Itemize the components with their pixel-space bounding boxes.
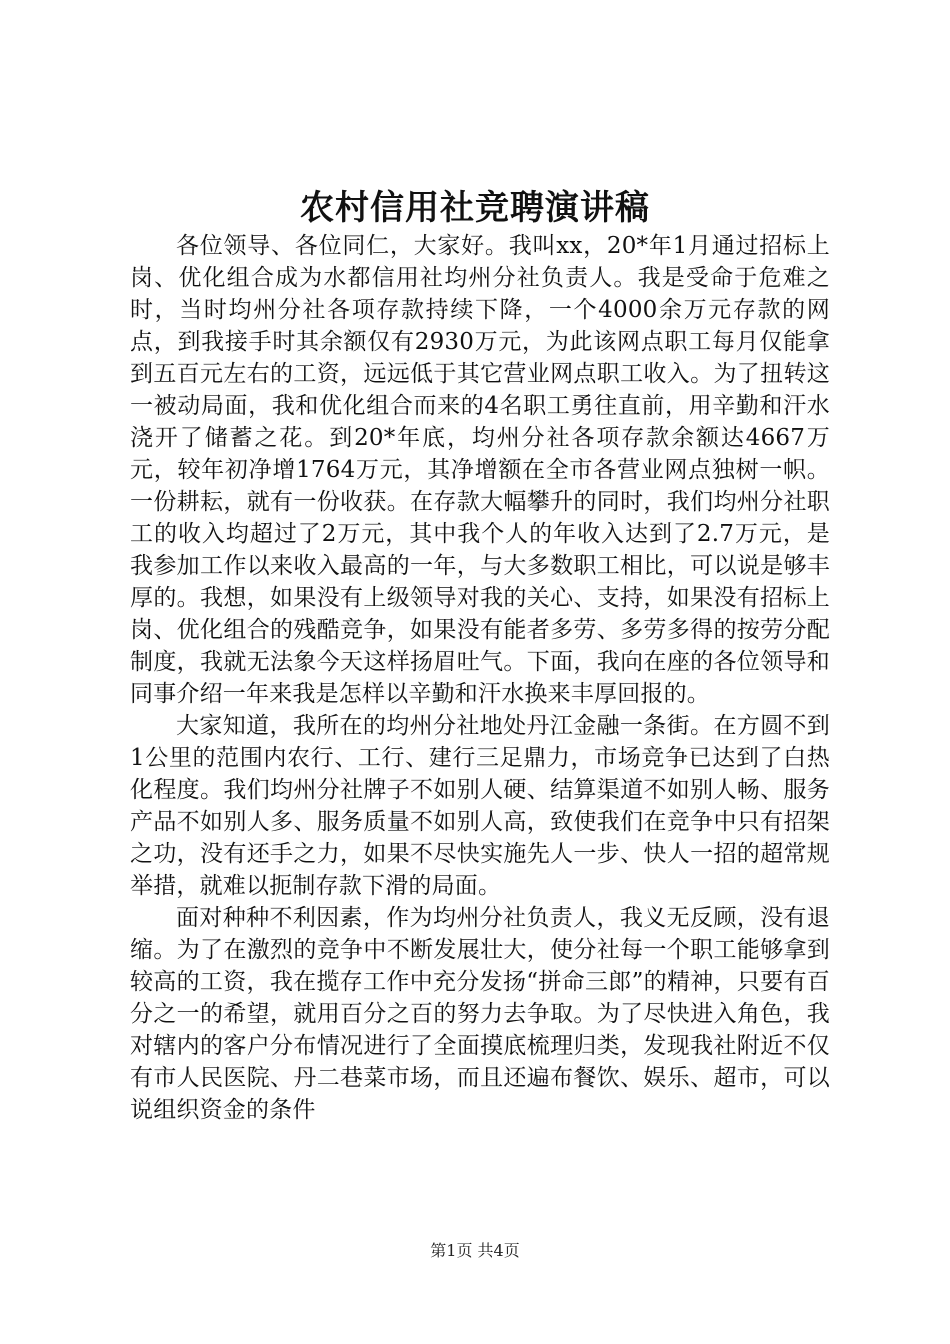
page-number-footer: 第1页 共4页 <box>430 1241 520 1260</box>
document-title: 农村信用社竞聘演讲稿 <box>300 188 650 228</box>
paragraph-2: 大家知道，我所在的均州分社地处丹江金融一条街。在方圆不到1公里的范围内农行、工行、建行三足鼎力，市场竞争已达到了白热化程度。我们均州分社牌子不如别人硬、结算渠道不如别人畅、服务产品不如别人多、服务质量不如别人高，致使我们在竞争中只有招架之功，没有还手之力，如果不尽快实施先人一步、快人一招的超常规举措，就难以扼制存款下滑的局面。 <box>130 713 830 899</box>
document-body <box>130 230 830 1126</box>
paragraph-3: 面对种种不利因素，作为均州分社负责人，我义无反顾，没有退缩。为了在激烈的竞争中不断发展壮大，使分社每一个职工能够拿到较高的工资，我在揽存工作中充分发扬“拼命三郎”的精神，只要有百分之一的希望，就用百分之百的努力去争取。为了尽快进入角色，我对辖内的客户分布情况进行了全面摸底梳理归类，发现我社附近不仅有市人民医院、丹二巷菜市场，而且还遍布餐饮、娱乐、超市，可以说组织资金的条件 <box>130 905 830 1123</box>
paragraph-1: 各位领导、各位同仁，大家好。我叫xx，20*年1月通过招标上岗、优化组合成为水都信用社均州分社负责人。我是受命于危难之时，当时均州分社各项存款持续下降，一个4000余万元存款的网点，到我接手时其余额仅有2930万元，为此该网点职工每月仅能拿到五百元左右的工资，远远低于其它营业网点职工收入。为了扭转这一被动局面，我和优化组合而来的4名职工勇往直前，用辛勤和汗水浇开了储蓄之花。到20*年底，均州分社各项存款余额达4667万元，较年初净增1764万元，其净增额在全市各营业网点独树一帜。一份耕耘，就有一份收获。在存款大幅攀升的同时，我们均州分社职工的收入均超过了2万元，其中我个人的年收入达到了2.7万元，是我参加工作以来收入最高的一年，与大多数职工相比，可以说是够丰厚的。我想，如果没有上级领导对我的关心、支持，如果没有招标上岗、优化组合的残酷竞争，如果没有能者多劳、多劳多得的按劳分配制度，我就无法象今天这样扬眉吐气。下面，我向在座的各位领导和同事介绍一年来我是怎样以辛勤和汗水换来丰厚回报的。 <box>130 233 830 707</box>
